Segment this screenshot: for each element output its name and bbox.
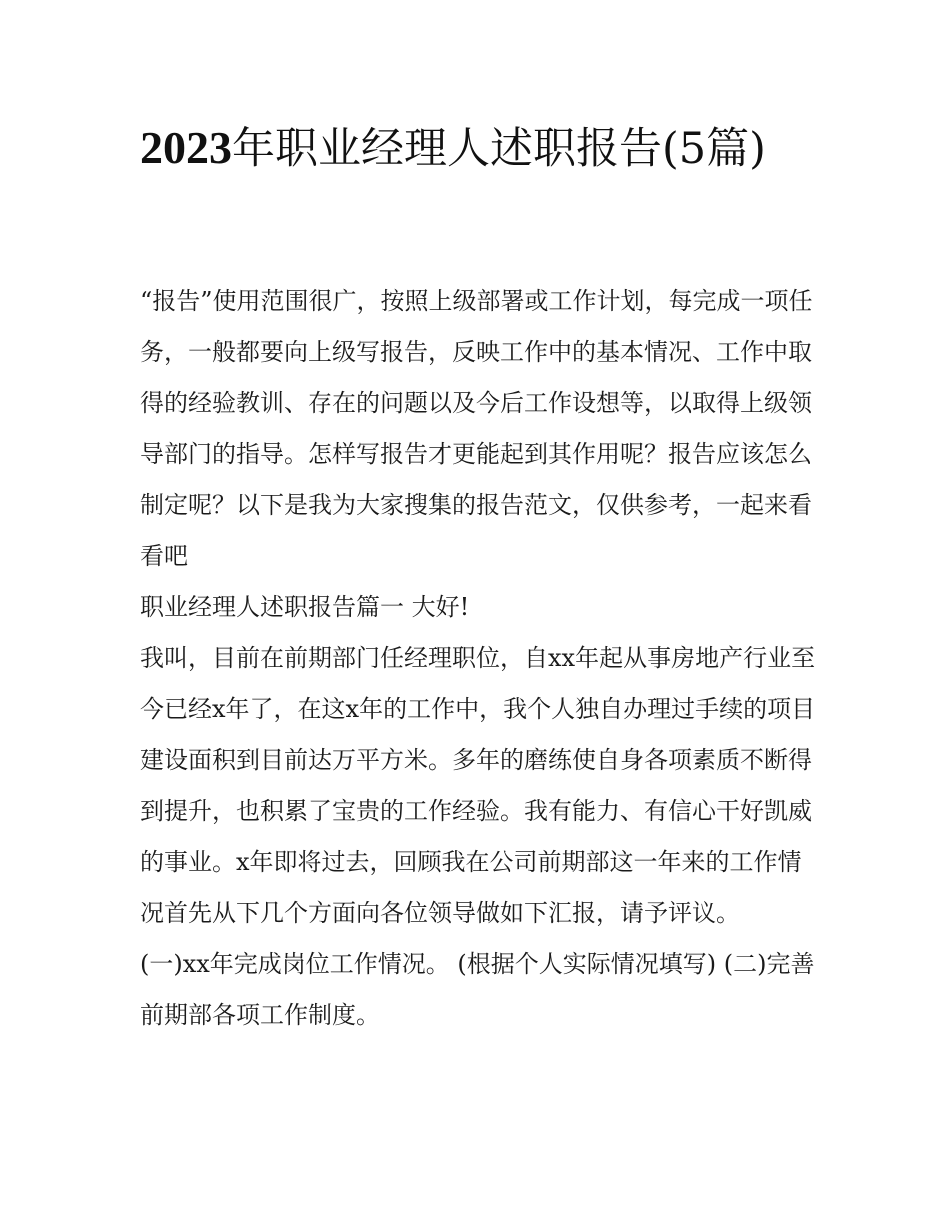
title-text: 年职业经理人述职报告(5篇): [232, 124, 766, 174]
section-heading: 职业经理人述职报告篇一 大好!: [140, 593, 470, 621]
document-title: [140, 112, 820, 185]
body-paragraph: (一)xx年完成岗位工作情况。 (根据个人实际情况填写) (二)完善前期部各项工作制度。: [140, 950, 815, 1029]
intro-paragraph: “报告”使用范围很广，按照上级部署或工作计划，每完成一项任务，一般都要向上级写报告，反映工作中的基本情况、工作中取得的经验教训、存在的问题以及今后工作设想等，以取得上级领导部门的指导。怎样写报告才更能起到其作用呢？报告应该怎么制定呢？以下是我为大家搜集的报告范文，仅供参考，一起来看看吧: [140, 287, 813, 570]
title-year: 2023: [140, 122, 232, 173]
body-paragraph: 我叫，目前在前期部门任经理职位，自xx年起从事房地产行业至今已经x年了，在这x年的工作中，我个人独自办理过手续的项目建设面积到目前达万平方米。多年的磨练使自身各项素质不断得到提升，也积累了宝贵的工作经验。我有能力、有信心干好凯威的事业。x年即将过去，回顾我在公司前期部这一年来的工作情况首先从下几个方面向各位领导做如下汇报，请予评议。: [140, 644, 816, 927]
document-body: [140, 276, 820, 1041]
